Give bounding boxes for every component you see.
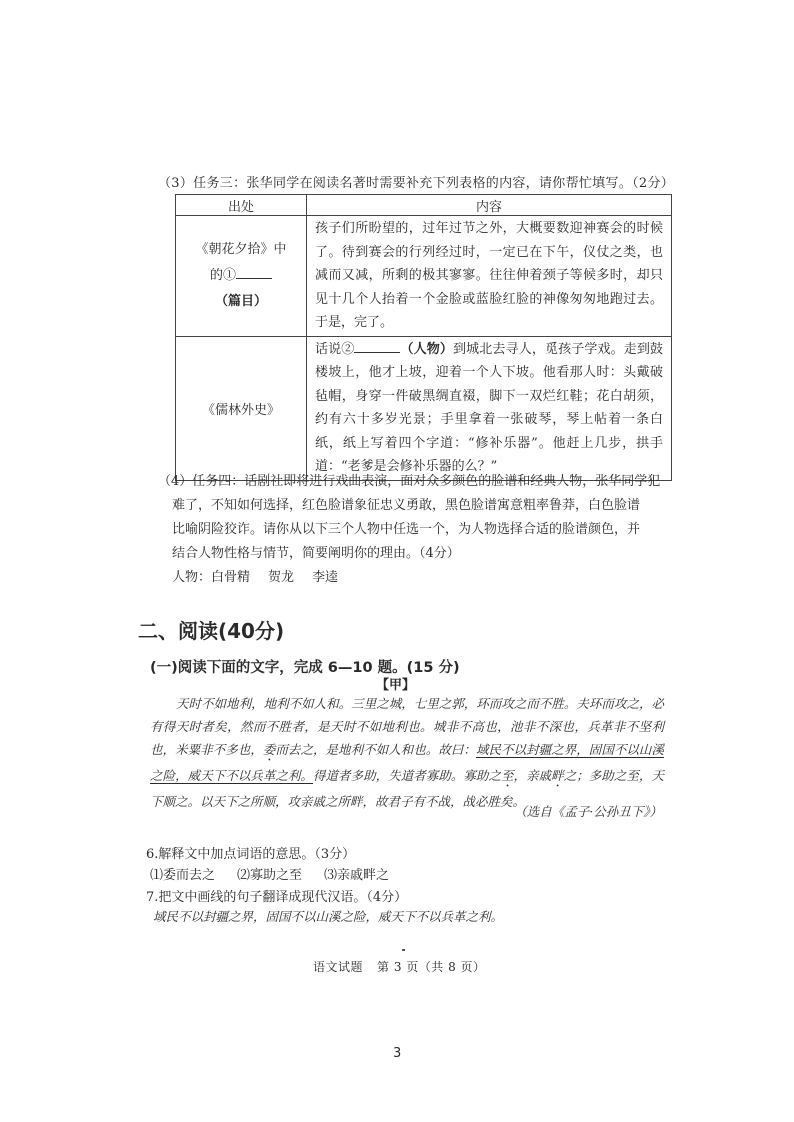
header-content: 内容 (307, 195, 672, 216)
source-cell-2: 《儒林外史》 (176, 336, 307, 480)
source-1c: （篇目） (214, 293, 267, 309)
task4-line4: 结合人物性格与情节，简要阐明你的理由。（4分） (172, 546, 460, 561)
footer-page: 第 3 页（共 8 页） (377, 960, 486, 974)
task4 (158, 470, 673, 590)
question-6: 6.解释文中加点词语的意思。（3分） (146, 847, 356, 862)
passage-part: 天时不如地利，地利不如人和。三里之城，七里之郭，环而攻之而不胜。夫环而攻之，必有得天时者矣，然而不胜者，是天时不如地利也。城非不高也，池非不深也，兵革非不坚利也，米粟非不多也， (150, 696, 664, 758)
blank-2[interactable] (354, 339, 400, 353)
passage-paragraph (150, 692, 664, 814)
passage-text (150, 692, 664, 814)
content-cell-1: 孩子们所盼望的，过年过节之外，大概要数迎神赛会的时候了。待到赛会的行列经过时，一定已在下午，仪仗之类，也减而又减，所剩的极其寥寥。往往伸着颈子等候多时，却只见十几个人抬着一个金脸或蓝脸红脸的神像匆匆地跑过去。于是，完了。 (307, 216, 672, 337)
passage-part: 之；多助之至，天下顺之。以天下之所顺，攻亲戚之所畔，故君子有不战，战必胜矣。 (150, 768, 664, 810)
content-2b: （人物） (400, 341, 454, 357)
subsection-title: (一)阅读下面的文字，完成 6—10 题。(15 分) (150, 660, 460, 676)
people-list (158, 566, 673, 590)
content-2c: 到城北去寻人，觅孩子学戏。走到鼓楼坡上，他才上坡，迎着一个人下坡。他看那人时：头戴破毡帽，身穿一件破黑绸直裰，脚下一双烂红鞋；花白胡须，约有六十多岁光景；手里拿着一张破琴，琴上帖着一条白纸，纸上写着四个字道：“修补乐器”。他赶上几步，拱手道：“老爹是会修补乐器的么？” (315, 341, 663, 474)
source-1a: 《朝花夕拾》中 (195, 241, 287, 257)
q6-item-3: ⑶亲戚畔之 (324, 868, 390, 883)
passage-label: 【甲】 (376, 678, 416, 693)
question-7: 7.把文中画线的句子翻译成现代汉语。（4分） (146, 890, 408, 905)
page-footer (313, 958, 500, 975)
content-2a: 话说② (315, 341, 355, 357)
section-title: 二、阅读(40分) (138, 619, 285, 643)
table-row (176, 216, 672, 337)
source-cell-1 (176, 216, 307, 337)
task4-line3: 比喻阴险狡诈。请你从以下三个人物中任选一个，为人物选择合适的脸谱颜色，并 (172, 522, 641, 537)
content-cell-2 (307, 336, 672, 480)
blank-1[interactable] (236, 265, 272, 279)
task4-line1: （4）任务四：话剧社即将进行戏曲表演，面对众多颜色的脸谱和经典人物，张华同学犯 (158, 474, 661, 489)
passage-part: 而去之，是地利不如人和也。故曰： (275, 742, 476, 758)
person-3: 李逵 (312, 570, 339, 585)
table-row (176, 336, 672, 480)
q6-item-2: ⑵寡助之至 (237, 868, 303, 883)
scan-speck (402, 949, 405, 951)
passage-source: （选自《孟子·公孙丑下》） (514, 804, 662, 819)
person-1: 白骨精 (211, 570, 251, 585)
underlined-sentence: 域民不以封疆之界，固国不以山溪之险，威天下不以兵革之利。 (150, 742, 664, 784)
q6-item-1: ⑴委而去之 (150, 868, 216, 883)
passage-part: 得道者多助，失道者寡助。寡助之 (312, 768, 501, 784)
dotted-word-pan: 畔 (551, 768, 564, 784)
person-2: 贺龙 (268, 570, 295, 585)
dotted-word-wei: 委 (262, 742, 276, 758)
source-1b: 的① (209, 267, 236, 283)
task4-line2: 难了，不知如何选择，红色脸谱象征忠义勇敢，黑色脸谱寓意粗率鲁莽，白色脸谱 (172, 498, 641, 513)
dotted-word-zhi: 至 (501, 768, 514, 784)
question-6-items (150, 864, 411, 883)
people-label: 人物： (172, 570, 212, 585)
header-source: 出处 (176, 195, 307, 216)
footer-subject: 语文试题 (313, 960, 364, 974)
passage-part: ，亲戚 (513, 768, 552, 784)
info-table (175, 194, 672, 481)
page-number: 3 (393, 1046, 402, 1061)
question-7-sentence: 域民不以封疆之界，固国不以山溪之险，威天下不以兵革之利。 (153, 909, 504, 924)
task3-prompt: （3）任务三：张华同学在阅读名著时需要补充下列表格的内容，请你帮忙填写。（2分） (158, 176, 675, 191)
table-header-row (176, 195, 672, 216)
